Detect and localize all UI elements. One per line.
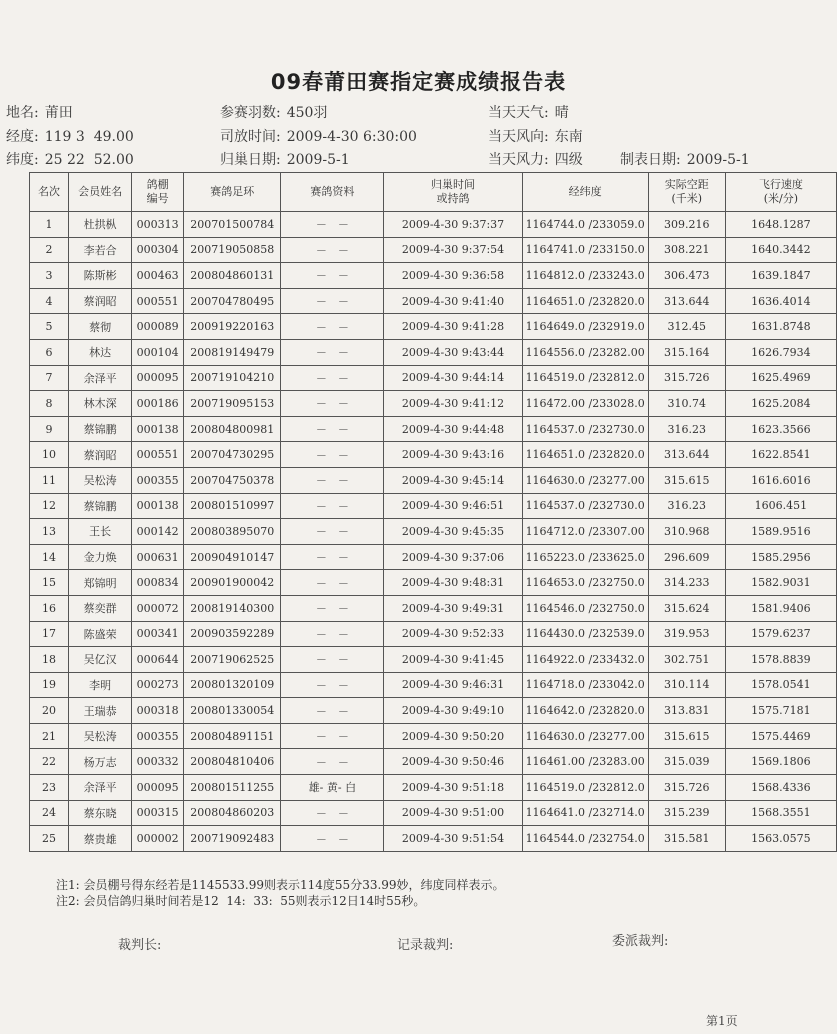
speed-cell: 1631.8748 <box>725 314 836 340</box>
speed-cell: 1568.3551 <box>725 800 836 826</box>
table-row <box>30 826 837 852</box>
rank-cell: 3 <box>30 263 69 289</box>
bird-info-cell: － － <box>281 595 384 621</box>
distance-cell: 314.233 <box>648 570 725 596</box>
arrival-time-cell: 2009-4-30 9:51:00 <box>384 800 522 826</box>
table-row <box>30 339 837 365</box>
rank-cell: 25 <box>30 826 69 852</box>
coordinates-cell: 1164651.0 /232820.0 <box>522 442 648 468</box>
bird-info-cell: － － <box>281 288 384 314</box>
arrival-time-cell: 2009-4-30 9:44:48 <box>384 416 522 442</box>
ring-number-cell: 200819140300 <box>184 595 281 621</box>
rank-cell: 2 <box>30 237 69 263</box>
rank-cell: 23 <box>30 775 69 801</box>
wind-direction-value: 东南 <box>554 129 583 145</box>
speed-cell: 1636.4014 <box>725 288 836 314</box>
ring-number-cell: 200719092483 <box>184 826 281 852</box>
coordinates-cell: 1164556.0 /23282.00 <box>522 339 648 365</box>
coordinates-cell: 1164712.0 /23307.00 <box>522 519 648 545</box>
coordinates-cell: 1164546.0 /232750.0 <box>522 595 648 621</box>
ring-number-cell: 200804860131 <box>184 263 281 289</box>
wind-force-value: 四级 <box>554 152 583 168</box>
coordinates-cell: 1164630.0 /23277.00 <box>522 467 648 493</box>
member-name-cell: 金力焕 <box>69 544 132 570</box>
coordinates-cell: 1164537.0 /232730.0 <box>522 493 648 519</box>
member-name-cell: 陈斯彬 <box>69 263 132 289</box>
distance-cell: 310.114 <box>648 672 725 698</box>
bird-info-cell: 雄- 黄- 白 <box>281 775 384 801</box>
assigned-referee-label: 委派裁判: <box>612 934 669 949</box>
ring-number-cell: 200904910147 <box>184 544 281 570</box>
distance-cell: 315.039 <box>648 749 725 775</box>
distance-cell: 315.624 <box>648 595 725 621</box>
coordinates-cell: 1164430.0 /232539.0 <box>522 621 648 647</box>
member-name-cell: 李明 <box>69 672 132 698</box>
loft-number-cell: 000138 <box>132 493 184 519</box>
member-name-cell: 吴松涛 <box>69 467 132 493</box>
speed-cell: 1569.1806 <box>725 749 836 775</box>
header-speed: 飞行速度 (米/分) <box>725 173 836 212</box>
table-row <box>30 391 837 417</box>
distance-cell: 313.831 <box>648 698 725 724</box>
ring-number-cell: 200804810406 <box>184 749 281 775</box>
speed-cell: 1639.1847 <box>725 263 836 289</box>
speed-cell: 1563.0575 <box>725 826 836 852</box>
distance-cell: 313.644 <box>648 288 725 314</box>
bird-info-cell: － － <box>281 212 384 238</box>
table-row <box>30 570 837 596</box>
rank-cell: 4 <box>30 288 69 314</box>
rank-cell: 21 <box>30 723 69 749</box>
loft-number-cell: 000002 <box>132 826 184 852</box>
table-row <box>30 672 837 698</box>
loft-number-cell: 000186 <box>132 391 184 417</box>
member-name-cell: 吴亿汉 <box>69 647 132 673</box>
member-name-cell: 余泽平 <box>69 775 132 801</box>
bird-info-cell: － － <box>281 749 384 775</box>
member-name-cell: 杨万志 <box>69 749 132 775</box>
location-value: 莆田 <box>44 105 73 121</box>
bird-info-cell: － － <box>281 237 384 263</box>
arrival-time-cell: 2009-4-30 9:46:31 <box>384 672 522 698</box>
recording-referee-label: 记录裁判: <box>397 938 454 953</box>
location-label: 地名: <box>6 105 39 121</box>
member-name-cell: 王长 <box>69 519 132 545</box>
member-name-cell: 李若合 <box>69 237 132 263</box>
loft-number-cell: 000463 <box>132 263 184 289</box>
speed-cell: 1626.7934 <box>725 339 836 365</box>
ring-number-cell: 200801510997 <box>184 493 281 519</box>
rank-cell: 20 <box>30 698 69 724</box>
loft-number-cell: 000095 <box>132 365 184 391</box>
arrival-time-cell: 2009-4-30 9:50:20 <box>384 723 522 749</box>
longitude-label: 经度: <box>6 129 39 145</box>
member-name-cell: 吴松涛 <box>69 723 132 749</box>
bird-info-cell: － － <box>281 621 384 647</box>
arrival-time-cell: 2009-4-30 9:41:12 <box>384 391 522 417</box>
table-row <box>30 288 837 314</box>
bird-info-cell: － － <box>281 263 384 289</box>
rank-cell: 9 <box>30 416 69 442</box>
page-number: 第1页 <box>706 1014 738 1028</box>
distance-cell: 312.45 <box>648 314 725 340</box>
speed-cell: 1623.3566 <box>725 416 836 442</box>
table-row <box>30 467 837 493</box>
latitude-info <box>6 149 134 169</box>
distance-cell: 315.239 <box>648 800 725 826</box>
ring-number-cell: 200801330054 <box>184 698 281 724</box>
rank-cell: 11 <box>30 467 69 493</box>
release-value: 2009-4-30 6:30:00 <box>286 129 417 145</box>
speed-cell: 1648.1287 <box>725 212 836 238</box>
weather-label: 当天天气: <box>488 105 549 121</box>
report-title: 09春莆田赛指定赛成绩报告表 <box>270 70 567 94</box>
rank-cell: 8 <box>30 391 69 417</box>
loft-number-cell: 000072 <box>132 595 184 621</box>
ring-number-cell: 200701500784 <box>184 212 281 238</box>
loft-number-cell: 000104 <box>132 339 184 365</box>
distance-cell: 316.23 <box>648 416 725 442</box>
table-row <box>30 647 837 673</box>
arrival-time-cell: 2009-4-30 9:37:54 <box>384 237 522 263</box>
coordinates-cell: 1164922.0 /233432.0 <box>522 647 648 673</box>
ring-number-cell: 200719062525 <box>184 647 281 673</box>
ring-number-cell: 200704750378 <box>184 467 281 493</box>
loft-number-cell: 000551 <box>132 442 184 468</box>
coordinates-cell: 1165223.0 /233625.0 <box>522 544 648 570</box>
location-info <box>6 102 73 122</box>
coordinates-cell: 1164519.0 /232812.0 <box>522 775 648 801</box>
ring-number-cell: 200919220163 <box>184 314 281 340</box>
ring-number-cell: 200719104210 <box>184 365 281 391</box>
speed-cell: 1581.9406 <box>725 595 836 621</box>
ring-number-cell: 200804800981 <box>184 416 281 442</box>
longitude-info <box>6 126 134 146</box>
wind-direction-info <box>488 126 583 146</box>
bird-info-cell: － － <box>281 416 384 442</box>
rank-cell: 1 <box>30 212 69 238</box>
loft-number-cell: 000089 <box>132 314 184 340</box>
coordinates-cell: 1164718.0 /233042.0 <box>522 672 648 698</box>
arrival-time-cell: 2009-4-30 9:51:54 <box>384 826 522 852</box>
ring-number-cell: 200901900042 <box>184 570 281 596</box>
ring-number-cell: 200801511255 <box>184 775 281 801</box>
rank-cell: 15 <box>30 570 69 596</box>
table-row <box>30 314 837 340</box>
distance-cell: 310.74 <box>648 391 725 417</box>
arrival-time-cell: 2009-4-30 9:37:37 <box>384 212 522 238</box>
header-member-name: 会员姓名 <box>69 173 132 212</box>
loft-number-cell: 000315 <box>132 800 184 826</box>
results-table <box>29 172 837 852</box>
birds-info <box>220 102 327 122</box>
release-label: 司放时间: <box>220 129 281 145</box>
coordinates-cell: 116461.00 /23283.00 <box>522 749 648 775</box>
header-loft-number: 鸽棚 编号 <box>132 173 184 212</box>
coordinates-cell: 1164653.0 /232750.0 <box>522 570 648 596</box>
distance-cell: 316.23 <box>648 493 725 519</box>
rank-cell: 17 <box>30 621 69 647</box>
release-info <box>220 126 417 146</box>
table-row <box>30 595 837 621</box>
distance-cell: 296.609 <box>648 544 725 570</box>
member-name-cell: 林木深 <box>69 391 132 417</box>
ring-number-cell: 200903592289 <box>184 621 281 647</box>
member-name-cell: 郑锦明 <box>69 570 132 596</box>
distance-cell: 302.751 <box>648 647 725 673</box>
rank-cell: 22 <box>30 749 69 775</box>
speed-cell: 1606.451 <box>725 493 836 519</box>
distance-cell: 315.164 <box>648 339 725 365</box>
arrival-time-cell: 2009-4-30 9:49:31 <box>384 595 522 621</box>
birds-value: 450羽 <box>286 105 328 121</box>
rank-cell: 12 <box>30 493 69 519</box>
bird-info-cell: － － <box>281 826 384 852</box>
speed-cell: 1568.4336 <box>725 775 836 801</box>
arrival-time-cell: 2009-4-30 9:43:44 <box>384 339 522 365</box>
coordinates-cell: 1164519.0 /232812.0 <box>522 365 648 391</box>
coordinates-cell: 1164649.0 /232919.0 <box>522 314 648 340</box>
bird-info-cell: － － <box>281 467 384 493</box>
report-date-label: 制表日期: <box>620 152 681 168</box>
rank-cell: 6 <box>30 339 69 365</box>
table-row <box>30 800 837 826</box>
weather-info <box>488 102 569 122</box>
distance-cell: 315.581 <box>648 826 725 852</box>
distance-cell: 308.221 <box>648 237 725 263</box>
coordinates-cell: 1164744.0 /233059.0 <box>522 212 648 238</box>
loft-number-cell: 000138 <box>132 416 184 442</box>
loft-number-cell: 000644 <box>132 647 184 673</box>
loft-number-cell: 000355 <box>132 723 184 749</box>
member-name-cell: 杜拱枞 <box>69 212 132 238</box>
loft-number-cell: 000355 <box>132 467 184 493</box>
speed-cell: 1625.4969 <box>725 365 836 391</box>
distance-cell: 309.216 <box>648 212 725 238</box>
ring-number-cell: 200801320109 <box>184 672 281 698</box>
arrival-time-cell: 2009-4-30 9:41:28 <box>384 314 522 340</box>
latitude-value: 25 22 52.00 <box>44 152 134 168</box>
speed-cell: 1625.2084 <box>725 391 836 417</box>
speed-cell: 1616.6016 <box>725 467 836 493</box>
distance-cell: 306.473 <box>648 263 725 289</box>
loft-number-cell: 000273 <box>132 672 184 698</box>
loft-number-cell: 000095 <box>132 775 184 801</box>
rank-cell: 14 <box>30 544 69 570</box>
arrival-time-cell: 2009-4-30 9:46:51 <box>384 493 522 519</box>
ring-number-cell: 200803895070 <box>184 519 281 545</box>
speed-cell: 1585.2956 <box>725 544 836 570</box>
arrival-time-cell: 2009-4-30 9:41:45 <box>384 647 522 673</box>
arrival-time-cell: 2009-4-30 9:45:35 <box>384 519 522 545</box>
member-name-cell: 林达 <box>69 339 132 365</box>
distance-cell: 315.726 <box>648 365 725 391</box>
rank-cell: 24 <box>30 800 69 826</box>
speed-cell: 1575.7181 <box>725 698 836 724</box>
table-header-row <box>30 173 837 212</box>
arrival-time-cell: 2009-4-30 9:43:16 <box>384 442 522 468</box>
table-row <box>30 519 837 545</box>
member-name-cell: 蔡润昭 <box>69 442 132 468</box>
member-name-cell: 余泽平 <box>69 365 132 391</box>
coordinates-cell: 116472.00 /233028.0 <box>522 391 648 417</box>
ring-number-cell: 200719050858 <box>184 237 281 263</box>
table-row <box>30 442 837 468</box>
table-row <box>30 621 837 647</box>
note-2: 注2: 会员信鸽归巢时间若是12 14: 33: 55则表示12日14时55秒。 <box>56 894 426 908</box>
arrival-time-cell: 2009-4-30 9:41:40 <box>384 288 522 314</box>
loft-number-cell: 000332 <box>132 749 184 775</box>
loft-number-cell: 000318 <box>132 698 184 724</box>
chief-referee-label: 裁判长: <box>118 938 162 953</box>
arrival-time-cell: 2009-4-30 9:45:14 <box>384 467 522 493</box>
loft-number-cell: 000142 <box>132 519 184 545</box>
wind-direction-label: 当天风向: <box>488 129 549 145</box>
arrival-time-cell: 2009-4-30 9:36:58 <box>384 263 522 289</box>
return-date-label: 归巢日期: <box>220 152 281 168</box>
rank-cell: 13 <box>30 519 69 545</box>
table-row <box>30 698 837 724</box>
note-1: 注1: 会员棚号得东经若是1145533.99则表示114度55分33.99妙，纬度同样表示。 <box>56 878 505 892</box>
distance-cell: 315.615 <box>648 723 725 749</box>
header-arrival-time: 归巢时间 或持鸽 <box>384 173 522 212</box>
bird-info-cell: － － <box>281 442 384 468</box>
ring-number-cell: 200804860203 <box>184 800 281 826</box>
bird-info-cell: － － <box>281 391 384 417</box>
bird-info-cell: － － <box>281 570 384 596</box>
coordinates-cell: 1164642.0 /232820.0 <box>522 698 648 724</box>
bird-info-cell: － － <box>281 544 384 570</box>
speed-cell: 1578.0541 <box>725 672 836 698</box>
coordinates-cell: 1164544.0 /232754.0 <box>522 826 648 852</box>
birds-label: 参赛羽数: <box>220 105 281 121</box>
loft-number-cell: 000304 <box>132 237 184 263</box>
loft-number-cell: 000631 <box>132 544 184 570</box>
arrival-time-cell: 2009-4-30 9:52:33 <box>384 621 522 647</box>
ring-number-cell: 200719095153 <box>184 391 281 417</box>
coordinates-cell: 1164641.0 /232714.0 <box>522 800 648 826</box>
ring-number-cell: 200819149479 <box>184 339 281 365</box>
bird-info-cell: － － <box>281 698 384 724</box>
table-row <box>30 237 837 263</box>
arrival-time-cell: 2009-4-30 9:50:46 <box>384 749 522 775</box>
member-name-cell: 蔡锦鹏 <box>69 416 132 442</box>
ring-number-cell: 200704730295 <box>184 442 281 468</box>
header-distance: 实际空距 (千米) <box>648 173 725 212</box>
bird-info-cell: － － <box>281 493 384 519</box>
distance-cell: 315.615 <box>648 467 725 493</box>
bird-info-cell: － － <box>281 800 384 826</box>
coordinates-cell: 1164741.0 /233150.0 <box>522 237 648 263</box>
bird-info-cell: － － <box>281 339 384 365</box>
rank-cell: 10 <box>30 442 69 468</box>
table-row <box>30 749 837 775</box>
table-row <box>30 263 837 289</box>
bird-info-cell: － － <box>281 519 384 545</box>
ring-number-cell: 200804891151 <box>184 723 281 749</box>
member-name-cell: 蔡锦鹏 <box>69 493 132 519</box>
speed-cell: 1578.8839 <box>725 647 836 673</box>
header-rank: 名次 <box>30 173 69 212</box>
loft-number-cell: 000341 <box>132 621 184 647</box>
table-row <box>30 212 837 238</box>
return-date-value: 2009-5-1 <box>286 152 350 168</box>
member-name-cell: 陈盛荣 <box>69 621 132 647</box>
speed-cell: 1589.9516 <box>725 519 836 545</box>
table-row <box>30 493 837 519</box>
member-name-cell: 蔡彻 <box>69 314 132 340</box>
wind-force-label: 当天风力: <box>488 152 549 168</box>
coordinates-cell: 1164812.0 /233243.0 <box>522 263 648 289</box>
speed-cell: 1640.3442 <box>725 237 836 263</box>
member-name-cell: 蔡东晓 <box>69 800 132 826</box>
wind-force-info <box>488 149 583 169</box>
distance-cell: 313.644 <box>648 442 725 468</box>
speed-cell: 1582.9031 <box>725 570 836 596</box>
arrival-time-cell: 2009-4-30 9:48:31 <box>384 570 522 596</box>
ring-number-cell: 200704780495 <box>184 288 281 314</box>
table-row <box>30 723 837 749</box>
loft-number-cell: 000551 <box>132 288 184 314</box>
rank-cell: 16 <box>30 595 69 621</box>
bird-info-cell: － － <box>281 723 384 749</box>
header-coordinates: 经纬度 <box>522 173 648 212</box>
bird-info-cell: － － <box>281 672 384 698</box>
bird-info-cell: － － <box>281 314 384 340</box>
distance-cell: 315.726 <box>648 775 725 801</box>
bird-info-cell: － － <box>281 647 384 673</box>
coordinates-cell: 1164537.0 /232730.0 <box>522 416 648 442</box>
distance-cell: 310.968 <box>648 519 725 545</box>
member-name-cell: 蔡贵雄 <box>69 826 132 852</box>
speed-cell: 1579.6237 <box>725 621 836 647</box>
distance-cell: 319.953 <box>648 621 725 647</box>
weather-value: 晴 <box>554 105 569 121</box>
loft-number-cell: 000313 <box>132 212 184 238</box>
latitude-label: 纬度: <box>6 152 39 168</box>
rank-cell: 19 <box>30 672 69 698</box>
speed-cell: 1622.8541 <box>725 442 836 468</box>
table-row <box>30 416 837 442</box>
table-row <box>30 365 837 391</box>
speed-cell: 1575.4469 <box>725 723 836 749</box>
longitude-value: 119 3 49.00 <box>44 129 134 145</box>
table-row <box>30 775 837 801</box>
rank-cell: 5 <box>30 314 69 340</box>
member-name-cell: 王瑞恭 <box>69 698 132 724</box>
header-ring-number: 赛鸽足环 <box>184 173 281 212</box>
arrival-time-cell: 2009-4-30 9:51:18 <box>384 775 522 801</box>
arrival-time-cell: 2009-4-30 9:44:14 <box>384 365 522 391</box>
arrival-time-cell: 2009-4-30 9:37:06 <box>384 544 522 570</box>
loft-number-cell: 000834 <box>132 570 184 596</box>
rank-cell: 7 <box>30 365 69 391</box>
member-name-cell: 蔡奕群 <box>69 595 132 621</box>
rank-cell: 18 <box>30 647 69 673</box>
member-name-cell: 蔡润昭 <box>69 288 132 314</box>
return-date-info <box>220 149 350 169</box>
coordinates-cell: 1164651.0 /232820.0 <box>522 288 648 314</box>
header-bird-info: 赛鸽资料 <box>281 173 384 212</box>
coordinates-cell: 1164630.0 /23277.00 <box>522 723 648 749</box>
arrival-time-cell: 2009-4-30 9:49:10 <box>384 698 522 724</box>
report-date-info <box>620 149 750 169</box>
report-date-value: 2009-5-1 <box>686 152 750 168</box>
bird-info-cell: － － <box>281 365 384 391</box>
table-row <box>30 544 837 570</box>
